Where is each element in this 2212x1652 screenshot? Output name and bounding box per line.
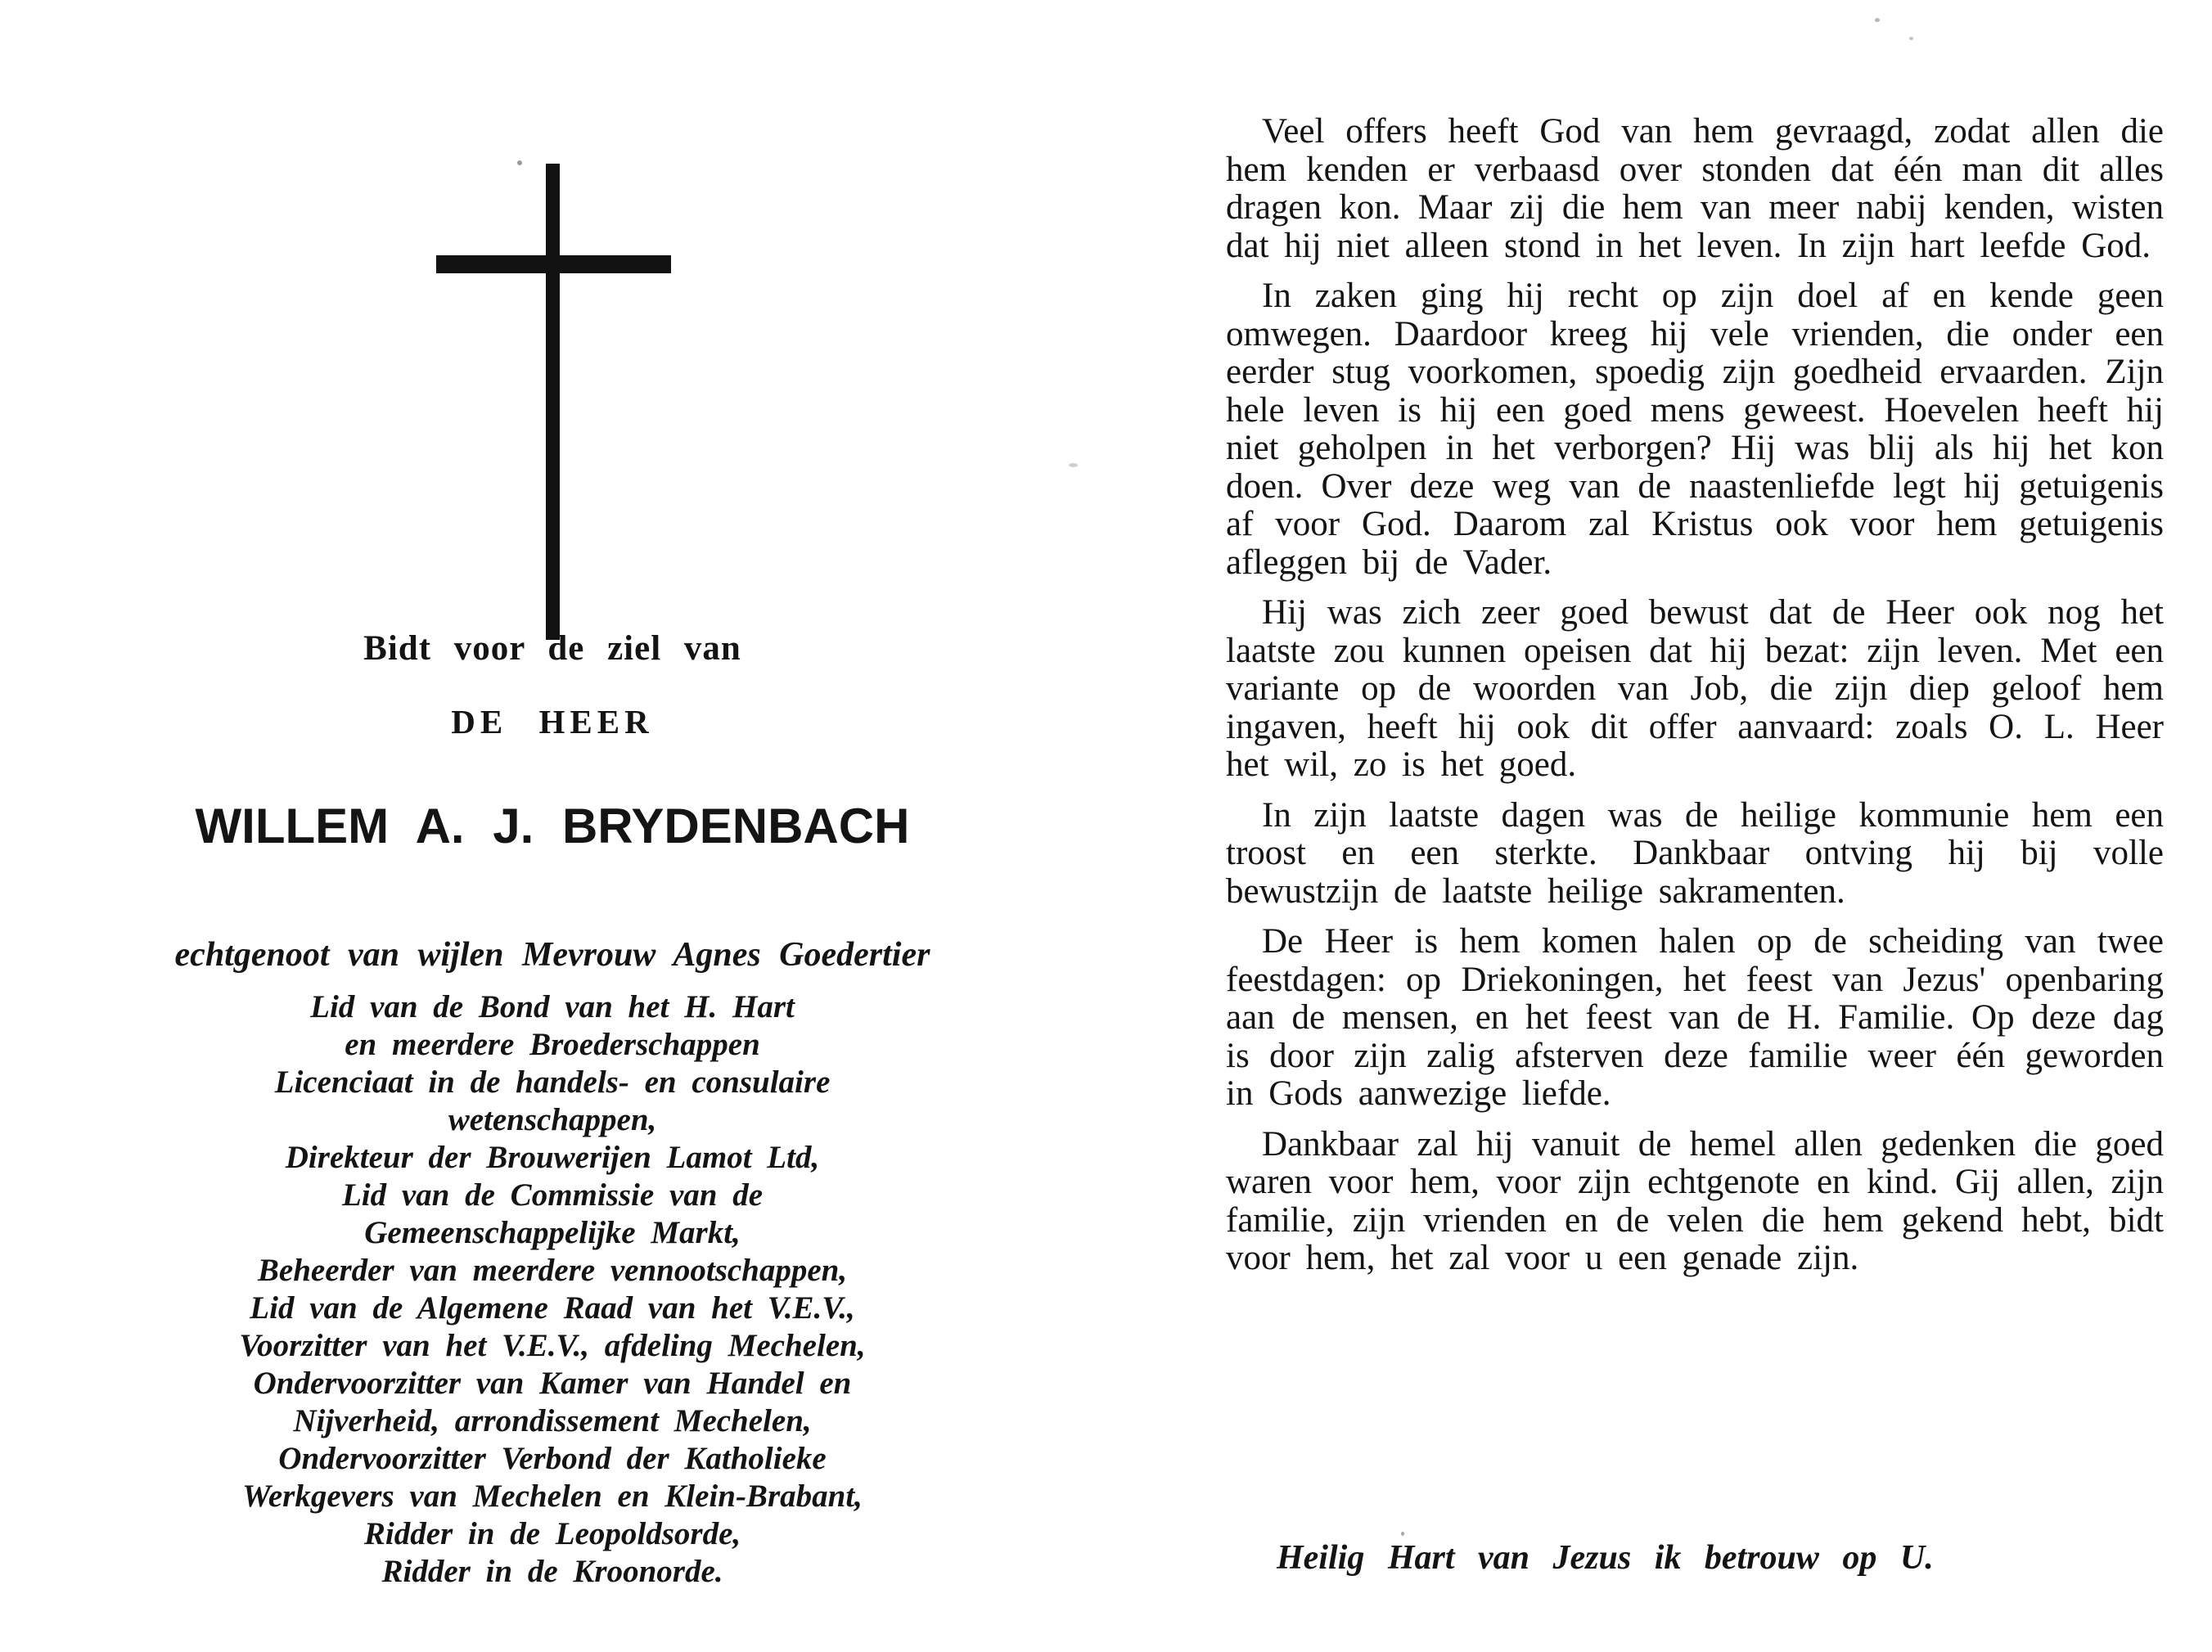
title-line: Ondervoorzitter van Kamer van Handel en — [253, 1366, 852, 1401]
title-line: Ridder in de Kroonorde. — [381, 1554, 723, 1589]
scan-speck — [1069, 463, 1078, 467]
deceased-name: WILLEM A. J. BRYDENBACH — [195, 799, 910, 853]
title-line: wetenschappen, — [448, 1102, 657, 1137]
title-line: Lid van de Bond van het H. Hart — [310, 989, 795, 1024]
title-line: Licenciaat in de handels- en consulaire — [274, 1065, 831, 1100]
memorial-paragraph: In zijn laatste dagen was de heilige kommunie hem een troost en een sterkte. Dankbaar ontving hij bij volle bewustzijn de laatste heilige sakramenten. — [1226, 795, 2164, 911]
memorial-paragraph: Veel offers heeft God van hem gevraagd, zodat allen die hem kenden er verbaasd over stonden dat één man dit alles dragen kon. Maar zij die hem van meer nabij kenden, wisten dat hij niet alleen stond in het leven. In zijn hart leefde God. — [1226, 112, 2164, 265]
scan-speck — [1401, 1532, 1404, 1536]
memorial-text — [1226, 113, 2164, 1278]
scan-speck — [1875, 18, 1880, 22]
right-page — [1226, 113, 2164, 1290]
memorial-paragraph: De Heer is hem komen halen op de scheiding van twee feestdagen: op Driekoningen, het feest van Jezus' openbaring aan de mensen, en het feest van de H. Familie. Op deze dag is door zijn zalig afsterven deze familie weer één geworden in Gods aanwezige liefde. — [1226, 922, 2164, 1113]
title-line: Werkgevers van Mechelen en Klein-Brabant, — [242, 1479, 863, 1514]
closing-prayer: Heilig Hart van Jezus ik betrouw op U. — [1277, 1539, 1934, 1577]
honorific: DE HEER — [451, 703, 654, 740]
title-line: Direkteur der Brouwerijen Lamot Ltd, — [285, 1140, 820, 1175]
title-line: Voorzitter van het V.E.V., afdeling Mechelen, — [239, 1328, 866, 1363]
cross-horizontal-bar — [436, 255, 671, 273]
title-line: Lid van de Commissie van de — [341, 1177, 764, 1213]
intro-line: Bidt voor de ziel van — [363, 629, 741, 668]
memorial-paragraph: Hij was zich zeer goed bewust dat de Heer ook nog het laatste zou kunnen opeisen dat hij bezat: zijn leven. Met een variante op de woorden van Job, die zijn diep geloof hem ingaven, heeft hij ook dit offer aanvaard: zoals O. L. Heer het wil, zo is het goed. — [1226, 593, 2164, 784]
title-line: en meerdere Broederschappen — [345, 1027, 760, 1062]
title-line: Nijverheid, arrondissement Mechelen, — [293, 1403, 812, 1438]
spouse-line: echtgenoot van wijlen Mevrouw Agnes Goedertier — [174, 936, 930, 974]
title-line: Beheerder van meerdere vennootschappen, — [257, 1253, 848, 1288]
scan-speck — [1909, 37, 1913, 40]
title-line: Ridder in de Leopoldsorde, — [363, 1516, 741, 1551]
title-line: Ondervoorzitter Verbond der Katholieke — [278, 1441, 827, 1476]
cross-vertical-bar — [546, 164, 560, 640]
memorial-paragraph: In zaken ging hij recht op zijn doel af en kende geen omwegen. Daardoor kreeg hij vele vrienden, die onder een eerder stug voorkomen, spoedig zijn goedheid ervaarden. Zijn hele leven is hij een goed mens geweest. Hoevelen heeft hij niet geholpen in het verborgen? Hij was blij als hij het kon doen. Over deze weg van de naastenliefde legt hij getuigenis af voor God. Daarom zal Kristus ook voor hem getuigenis afleggen bij de Vader. — [1226, 277, 2164, 582]
left-page — [82, 0, 1023, 1652]
title-line: Lid van de Algemene Raad van het V.E.V., — [250, 1290, 855, 1326]
titles-list — [65, 988, 1039, 1591]
scan-speck — [517, 160, 522, 165]
memorial-paragraph: Dankbaar zal hij vanuit de hemel allen gedenken die goed waren voor hem, voor zijn echtgenote en kind. Gij allen, zijn familie, zijn vrienden en de velen die hem gekend hebt, bidt voor hem, het zal voor u een genade zijn. — [1226, 1124, 2164, 1277]
title-line: Gemeenschappelijke Markt, — [364, 1215, 741, 1250]
